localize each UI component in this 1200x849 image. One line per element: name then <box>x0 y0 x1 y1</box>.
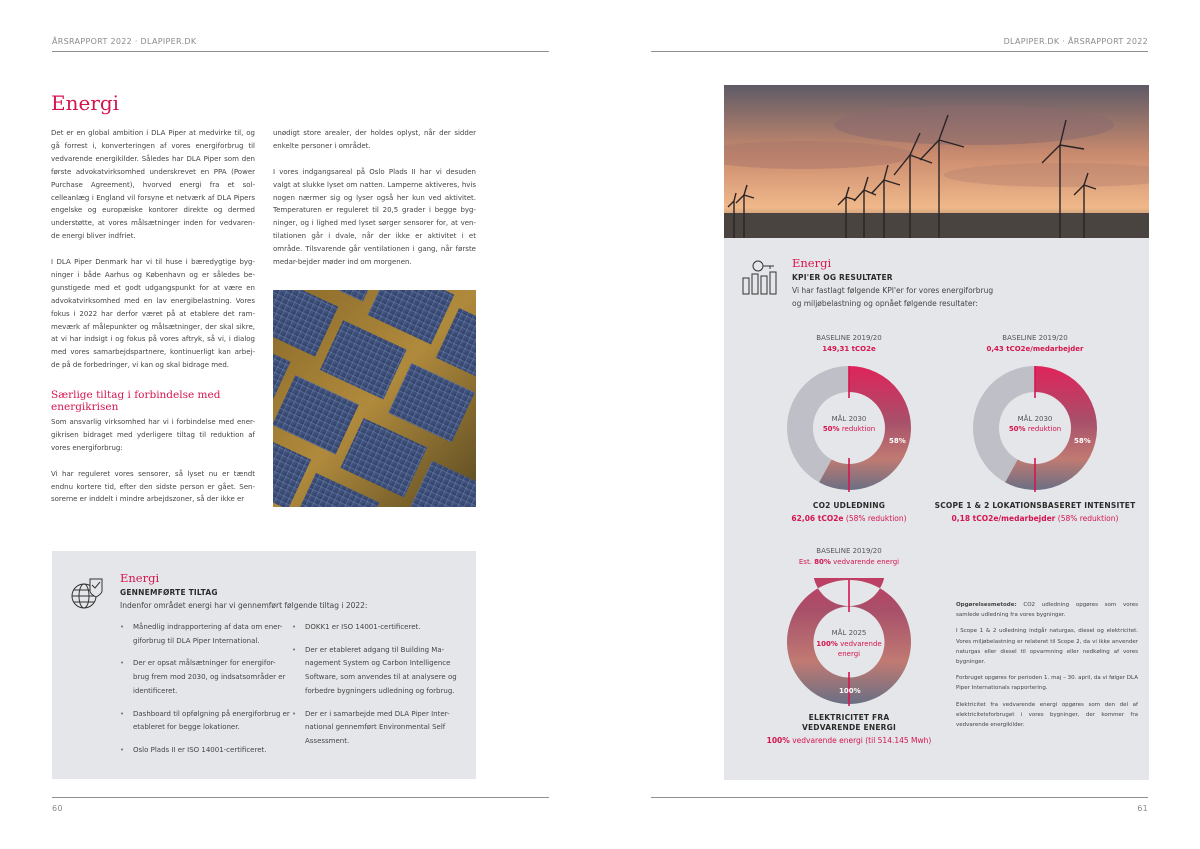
donut-3-goal-label: MÅL 2025 <box>831 629 867 637</box>
note-paragraph-1 <box>956 600 1138 620</box>
donut-3-kpi-title-line-2: VEDVARENDE ENERGI <box>801 723 897 732</box>
list-item: • Dashboard til opfølgning på energiforbrug er etableret for begge lokationer. <box>120 708 290 735</box>
kpi-intro-line-2: og miljøbelastning og opnået følgende resultater: <box>792 299 978 308</box>
globe-check-icon <box>70 577 104 611</box>
box-title: Energi <box>120 571 160 585</box>
body-column-1-continued <box>51 416 255 519</box>
solar-panels-photo <box>273 290 476 507</box>
donut-3-goal <box>808 639 890 659</box>
footer-rule-left <box>52 797 549 798</box>
paragraph: Det er en global ambition i DLA Piper at medvirke til, og gå forrest i, konverteringen af vores energiforbrug til vedvarende energikilder. Således har DLA Piper som den første advokatvirksomhed underskrevet en PPA (Power Purchase Agreement), hvorved energi fra et sol-celleanlæg i England vil forsyne et netværk af DLA Pipers engelske og europæiske kontorer direkte og dermed understøtte, at vores målsætninger inden for vedvaren-de energi bliver indfriet. <box>51 129 255 241</box>
box-subtitle: GENNEMFØRTE TILTAG <box>120 588 218 597</box>
donut-1-goal-text: reduktion <box>841 425 876 433</box>
donut-1-goal-pct: 50% <box>822 425 840 433</box>
header-right: DLAPIPER.DK · ÅRSRAPPORT 2022 <box>1003 37 1148 46</box>
donut-2-kpi-value: 0,18 tCO2e/medarbejder <box>951 514 1056 523</box>
donut-2-baseline-value: 0,43 tCO2e/medarbejder <box>986 345 1084 353</box>
body-column-2 <box>273 127 476 282</box>
kpi-intro-line-1: Vi har fastlagt følgende KPI'er for vores energiforbrug <box>792 286 994 295</box>
paragraph: Som ansvarlig virksomhed har vi i forbindelse med ener-gikrisen bidraget med yderligere tiltag til reduktion af vores energiforbrug: <box>51 418 255 452</box>
donut-3-baseline-line <box>770 558 928 566</box>
methodology-notes <box>956 600 1138 736</box>
note-paragraph-4: Elektricitet fra vedvarende energi opgøres som den del af elektricitetsforbruget i vores bygninger, der kommer fra vedvarende energikilder. <box>956 701 1138 729</box>
donut-1-achieved-label: 58% <box>889 437 906 445</box>
donut-2-goal-text: reduktion <box>1027 425 1062 433</box>
donut-3-kpi-title-line-1: ELEKTRICITET FRA <box>808 713 890 722</box>
donut-2-goal-label: MÅL 2030 <box>1017 415 1053 423</box>
donut-2-kpi-value-line <box>930 514 1140 523</box>
donut-1-kpi-extra: (58% reduktion) <box>845 514 907 523</box>
donut-3-baseline-label: BASELINE 2019/20 <box>816 547 882 555</box>
donut-1-kpi-title: CO2 UDLEDNING <box>812 501 886 510</box>
donut-3-baseline-suffix: vedvarende energi <box>833 558 900 566</box>
list-item: • Der er i samarbejde med DLA Piper Inter-national gennemført Environmental Self Assessment. <box>292 708 462 749</box>
donut-1-kpi-value: 62,06 tCO2e <box>791 514 844 523</box>
header-rule-left <box>52 51 549 52</box>
donut-3-kpi-extra: vedvarende energi (til 514.145 Mwh) <box>792 736 932 745</box>
list-item: • Der er etableret adgang til Building Ma-nagement System og Carbon Intelligence Software, som anvendes til at analysere og forbedre bygningers udledning og forbrug. <box>292 644 462 699</box>
page-number-left: 60 <box>52 804 63 813</box>
paragraph: unødigt store arealer, der holdes oplyst, når der sidder enkelte personer i området. <box>273 129 476 150</box>
list-item: • Oslo Plads II er ISO 14001-certificeret. <box>120 744 290 758</box>
page-number-right: 61 <box>1137 804 1148 813</box>
donut-3-goal-text: vedvarende energi <box>837 640 882 658</box>
donut-2-goal <box>996 425 1074 433</box>
donut-2-kpi-title: SCOPE 1 & 2 LOKATIONSBASERET INTENSITET <box>934 501 1136 510</box>
header-left: ÅRSRAPPORT 2022 · DLAPIPER.DK <box>52 37 197 46</box>
paragraph: Vi har reguleret vores sensorer, så lyset nu er tændt endnu kortere tid, efter den sidste person er gået. Sen-sorerne er inddelt i mindre arbejdszoner, så der ikke er <box>51 469 255 504</box>
page-title: Energi <box>51 91 120 115</box>
wind-turbines-photo <box>724 85 1149 238</box>
list-item: • DOKK1 er ISO 14001-certificeret. <box>292 621 462 635</box>
list-item: • Der er opsat målsætninger for energifor-brug frem mod 2030, og indsatsområder er identificeret. <box>120 657 290 698</box>
list-item: • Månedlig indrapportering af data om ener-giforbrug til DLA Piper International. <box>120 621 290 648</box>
battery-plug-icon <box>740 258 778 296</box>
donut-3-kpi-value: 100% <box>766 736 790 745</box>
donut-3-baseline-prefix: Est. <box>798 558 812 566</box>
box-list-2 <box>292 621 462 758</box>
measures-box <box>52 551 476 779</box>
kpi-title: Energi <box>792 256 832 270</box>
donut-3-baseline-value: 80% <box>814 558 831 566</box>
donut-3-achieved-label: 100% <box>839 687 861 695</box>
donut-3-goal-pct: 100% <box>816 640 838 648</box>
donut-1-baseline-value: 149,31 tCO2e <box>822 345 876 353</box>
paragraph: I DLA Piper Denmark har vi til huse i bæredygtige byg-ninger i både Aarhus og København og er således be-gunstigede med et godt udgangspunkt for at være en advokatvirksomhed med en lav energibelastning. Vores fokus i 2022 har derfor været på at etablere det ram-meværk af målepunkter og målsætninger, der skal sikre, at vi har indsigt i og fokus på vores aftryk, så vi, i dialog med vores samarbejdspartnere, kontinuerligt kan arbej-de på de forbedringer, vi kan og skal bidrage med. <box>51 258 255 370</box>
donut-3-kpi-value-line <box>745 736 953 745</box>
subheading: Særlige tiltag i forbindelse med energikrisen <box>51 389 221 413</box>
note-paragraph-3: Forbruget opgøres for perioden 1. maj – 30. april, da vi følger DLA Piper Internationals rapportering. <box>956 675 1138 692</box>
footer-rule-right <box>651 797 1148 798</box>
paragraph: I vores indgangsareal på Oslo Plads II har vi desuden valgt at slukke lyset om natten. Lamperne aktiveres, hvis nogen nærmer sig og lyser også her kun ved aktivitet. Temperaturen er reguleret til 20,5 grader i begge byg-ninger, og i lighed med lyset sørger sensorer for, at ven-tilationen går i dvale, når der ikke er aktivitet i et område. Tilsvarende går ventilationen i gang, når første medar-bejder møder ind om morgenen. <box>273 167 476 267</box>
kpi-subtitle: KPI'ER OG RESULTATER <box>792 273 893 282</box>
donut-1-kpi-value-line <box>760 514 938 523</box>
donut-2-achieved-label: 58% <box>1074 437 1091 445</box>
body-column-1 <box>51 127 255 385</box>
header-rule-right <box>651 51 1148 52</box>
donut-2-baseline-label: BASELINE 2019/20 <box>1002 334 1068 342</box>
note-paragraph-2: I Scope 1 & 2 udledning indgår naturgas, diesel og elektricitet. Vores miljøbelastning er relateret til Scope 2, da vi ikke anvender naturgas eller diesel til opvarmning eller nedkøling af vores bygninger. <box>956 628 1138 666</box>
donut-1-baseline-label: BASELINE 2019/20 <box>816 334 882 342</box>
note-label: Opgørelsesmetode: <box>956 602 1017 608</box>
note-text: CO2 udledning opgøres som vores samlede udledning fra vores bygninger. <box>956 602 1138 619</box>
donut-2-kpi-extra: (58% reduktion) <box>1057 514 1119 523</box>
box-intro: Indenfor området energi har vi gennemført følgende tiltag i 2022: <box>120 601 368 610</box>
donut-1-goal-label: MÅL 2030 <box>831 415 867 423</box>
donut-1-goal <box>810 425 888 433</box>
box-list-1 <box>120 621 290 767</box>
donut-2-goal-pct: 50% <box>1008 425 1026 433</box>
